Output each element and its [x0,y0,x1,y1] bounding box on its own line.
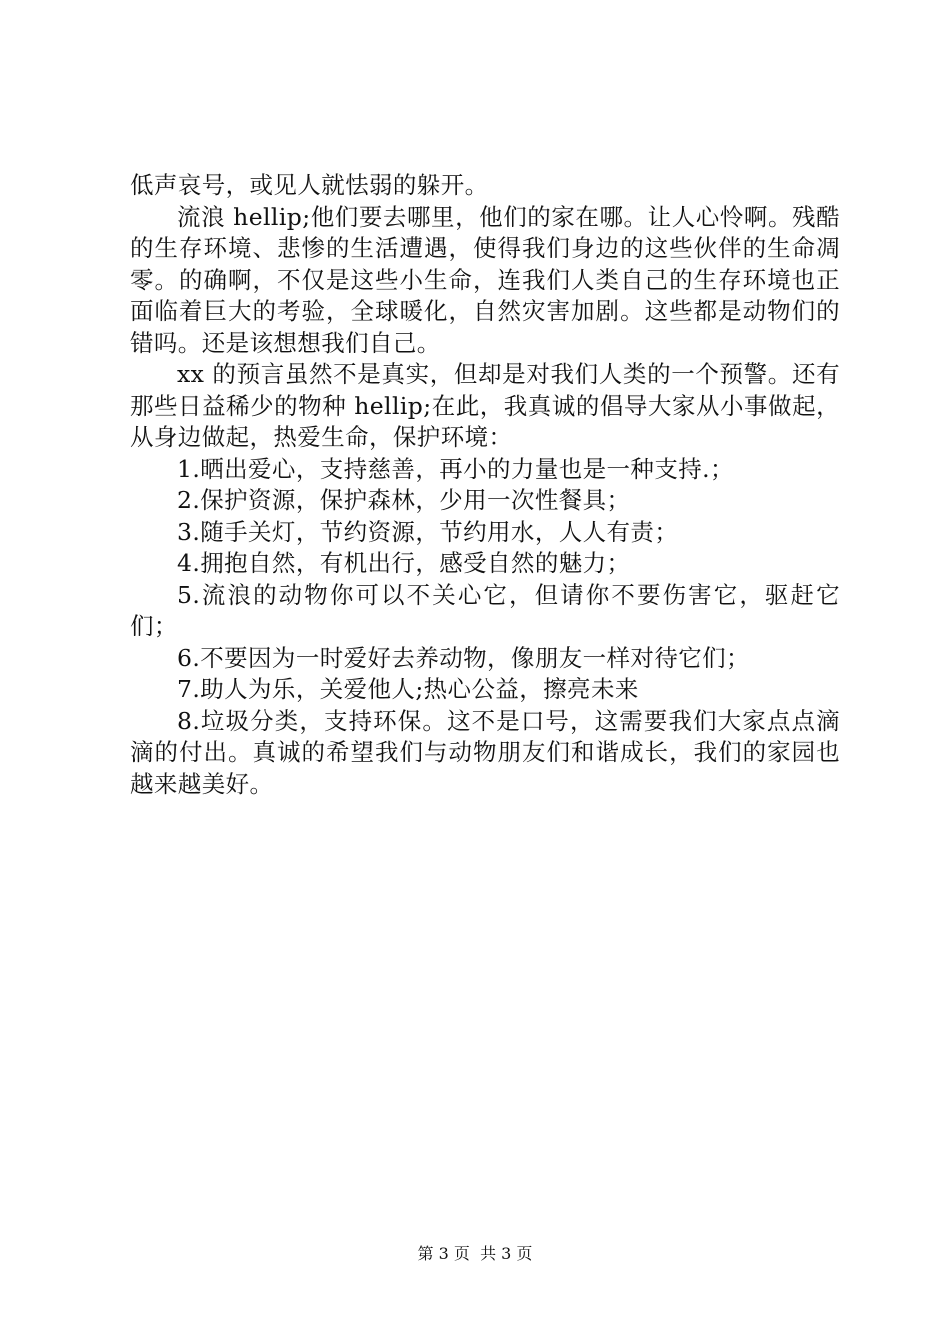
list-item: 8.垃圾分类，支持环保。这不是口号，这需要我们大家点点滴滴的付出。真诚的希望我们与动物朋友们和谐成长，我们的家园也越来越美好。 [130,706,840,798]
list-item: 3.随手关灯，节约资源，节约用水，人人有责； [177,517,679,546]
list-item: 2.保护资源，保护森林，少用一次性餐具； [177,486,631,514]
list-item: 4.拥抱自然，有机出行，感受自然的魅力； [177,549,631,577]
list-item: 1.晒出爱心，支持慈善，再小的力量也是一种支持.； [177,454,734,483]
paragraph: 低声哀号，或见人就怯弱的躲开。 [130,171,489,199]
paragraph: xx 的预言虽然不是真实，但却是对我们人类的一个预警。还有那些日益稀少的物种 hellip;在此，我真诚的倡导大家从小事做起，从身边做起，热爱生命，保护环境： [130,360,840,451]
list-item: 6.不要因为一时爱好去养动物，像朋友一样对待它们； [177,643,750,672]
page-total: 共 3 页 [480,1244,533,1263]
list-item: 7.助人为乐，关爱他人;热心公益，擦亮未来 [177,675,639,703]
document-body [130,170,840,800]
paragraph: 流浪 hellip;他们要去哪里，他们的家在哪。让人心怜啊。残酷的生存环境、悲惨的生活遭遇，使得我们身边的这些伙伴的生命凋零。的确啊，不仅是这些小生命，连我们人类自己的生存环境也正面临着巨大的考验，全球暖化，自然灾害加剧。这些都是动物们的错吗。还是该想想我们自己。 [130,202,840,357]
page-number: 第 3 页 [417,1244,470,1263]
page-footer [0,1244,950,1264]
list-item: 5.流浪的动物你可以不关心它，但请你不要伤害它，驱赶它们； [130,580,840,640]
